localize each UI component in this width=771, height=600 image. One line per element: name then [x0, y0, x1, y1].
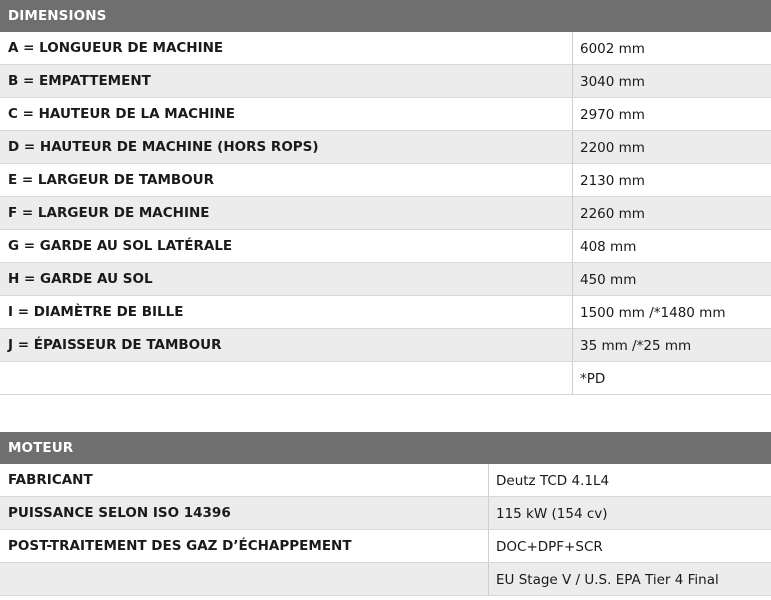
spec-row: [0, 65, 771, 98]
dimensions-header: DIMENSIONS: [0, 0, 771, 32]
spec-value: 2130 mm: [580, 173, 645, 189]
spec-row: [0, 263, 771, 296]
spec-row: [0, 329, 771, 362]
spec-row: [0, 296, 771, 329]
spec-row: [0, 362, 771, 395]
spec-label: J = ÉPAISSEUR DE TAMBOUR: [0, 329, 573, 361]
spec-value: 35 mm /*25 mm: [580, 338, 692, 354]
spec-label: [0, 362, 573, 394]
spec-row: [0, 164, 771, 197]
spec-label: G = GARDE AU SOL LATÉRALE: [0, 230, 573, 262]
spec-label: E = LARGEUR DE TAMBOUR: [0, 164, 573, 196]
spec-label: H = GARDE AU SOL: [0, 263, 573, 295]
spec-value: Deutz TCD 4.1L4: [496, 473, 610, 489]
spec-label: F = LARGEUR DE MACHINE: [0, 197, 573, 229]
spec-value: 2200 mm: [580, 140, 645, 156]
spec-label: POST-TRAITEMENT DES GAZ D’ÉCHAPPEMENT: [0, 530, 489, 562]
spec-row: [0, 98, 771, 131]
spec-row: [0, 497, 771, 530]
spec-row: [0, 230, 771, 263]
spec-label: D = HAUTEUR DE MACHINE (HORS ROPS): [0, 131, 573, 163]
spec-row: [0, 530, 771, 563]
spec-label: A = LONGUEUR DE MACHINE: [0, 32, 573, 64]
spec-row: [0, 563, 771, 596]
spec-value: 1500 mm /*1480 mm: [580, 305, 726, 321]
engine-header: MOTEUR: [0, 432, 771, 464]
spec-value: 115 kW (154 cv): [496, 506, 608, 522]
spec-label: C = HAUTEUR DE LA MACHINE: [0, 98, 573, 130]
section-spacer: [0, 395, 771, 432]
spec-value: EU Stage V / U.S. EPA Tier 4 Final: [496, 572, 719, 588]
spec-value: 3040 mm: [580, 74, 645, 90]
spec-row: [0, 197, 771, 230]
spec-row: [0, 464, 771, 497]
spec-row: [0, 131, 771, 164]
spec-value: 450 mm: [580, 272, 637, 288]
spec-label: PUISSANCE SELON ISO 14396: [0, 497, 489, 529]
spec-footnote: *PD: [580, 371, 606, 387]
spec-value: 2260 mm: [580, 206, 645, 222]
spec-label: B = EMPATTEMENT: [0, 65, 573, 97]
spec-label: FABRICANT: [0, 464, 489, 496]
spec-value: 6002 mm: [580, 41, 645, 57]
engine-section: [0, 432, 771, 596]
spec-value: 408 mm: [580, 239, 637, 255]
spec-value: 2970 mm: [580, 107, 645, 123]
spec-value: DOC+DPF+SCR: [496, 539, 603, 555]
spec-row: [0, 32, 771, 65]
spec-label: I = DIAMÈTRE DE BILLE: [0, 296, 573, 328]
spec-label: [0, 563, 489, 595]
